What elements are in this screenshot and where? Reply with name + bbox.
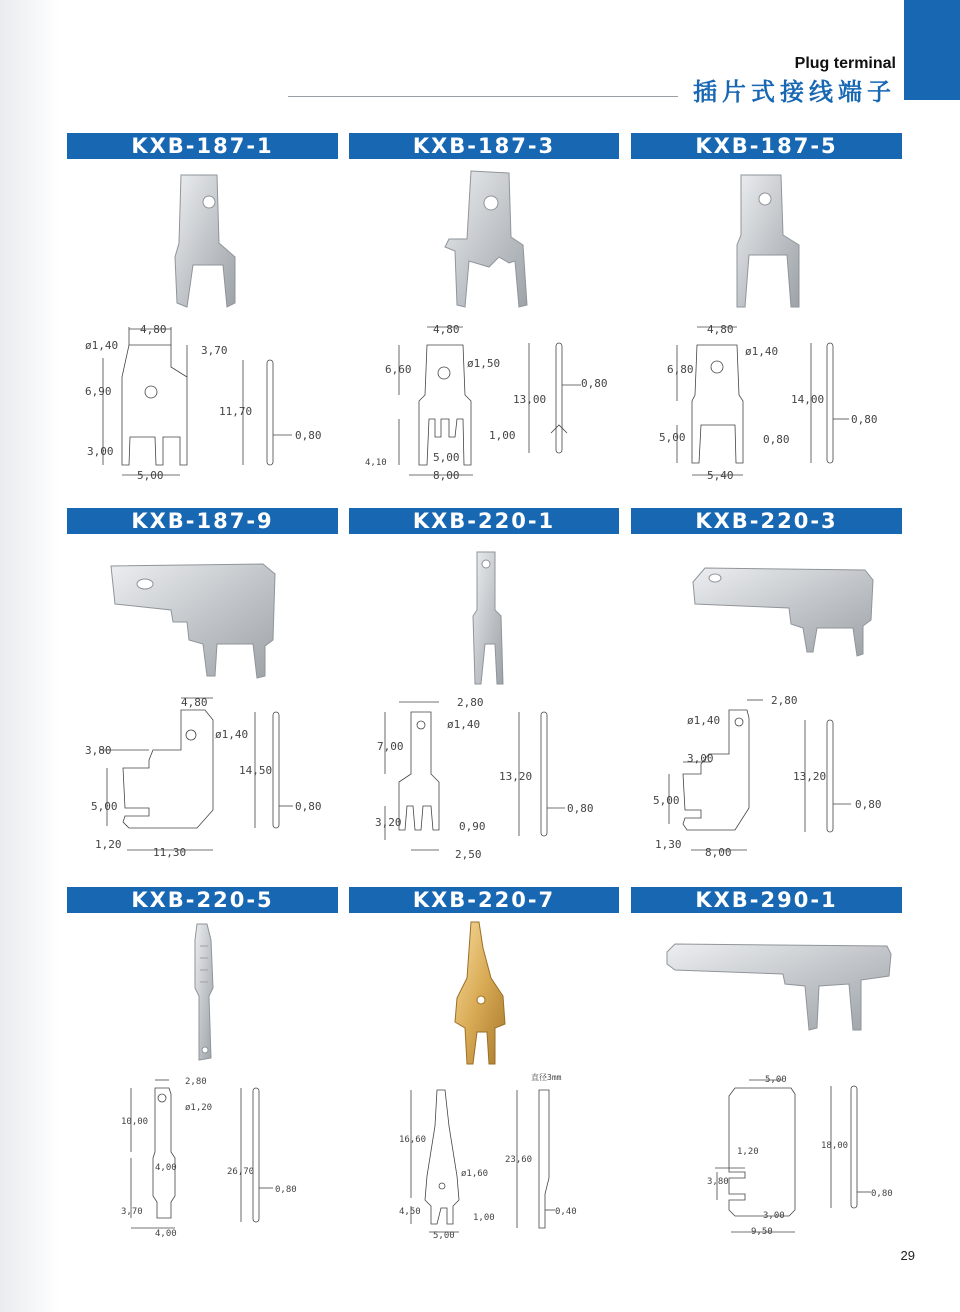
dim-label: 3,00 [763,1211,785,1221]
dim-label: 6,80 [667,363,694,376]
dim-label: ø1,40 [447,718,481,731]
dim-label: 7,00 [377,740,404,753]
dim-label: 2,50 [455,848,482,861]
dim-label: 3,00 [687,752,714,765]
dim-label: 26,70 [227,1167,255,1177]
header-title-cn: 插片式接线端子 [693,78,896,106]
dim-label: 3,20 [375,816,402,829]
dim-label: 14,50 [239,764,273,777]
dim-label: 23,60 [505,1155,533,1165]
dim-label: 0,80 [581,377,608,390]
dim-label: 1,00 [489,429,516,442]
dim-label: ø1,50 [467,357,501,370]
product-title-kxb-220-3: KXB-220-3 [631,508,902,534]
dim-label: 0,80 [763,433,790,446]
dim-label: ø1,40 [215,728,249,741]
dim-label: 5,40 [707,469,734,482]
dim-label: 4,80 [140,323,167,336]
dim-label: 13,20 [499,770,533,783]
dim-label: 8,00 [705,846,732,859]
dim-label: 0,80 [851,413,878,426]
product-photo-kxb-220-1 [349,540,619,690]
dim-label: 4,80 [181,696,208,709]
dim-label: 1,00 [473,1213,495,1223]
product-photo-kxb-187-1 [67,165,338,315]
product-photo-kxb-187-3 [349,165,619,315]
dimension-drawing-kxb-220-1 [349,690,619,865]
dim-label: 9,50 [751,1227,773,1237]
dim-label: 11,70 [219,405,253,418]
product-title-kxb-187-3: KXB-187-3 [349,133,619,159]
dim-label: 5,00 [653,794,680,807]
dim-label: 1,20 [737,1147,759,1157]
dim-label: 1,20 [95,838,122,851]
dim-label: 0,40 [555,1207,577,1217]
dim-label: 18,00 [821,1141,849,1151]
product-photo-kxb-220-5 [67,918,338,1068]
dim-label: 5,00 [433,451,460,464]
dim-label: 0,80 [871,1189,893,1199]
dim-label: 3,00 [87,445,114,458]
dim-label: 0,80 [275,1185,297,1195]
product-title-kxb-290-1: KXB-290-1 [631,887,902,913]
product-title-kxb-187-9: KXB-187-9 [67,508,338,534]
dim-label: 0,80 [567,802,594,815]
dim-label: 16,60 [399,1135,427,1145]
product-photo-kxb-290-1 [631,918,902,1068]
dim-label: 4,80 [707,323,734,336]
dim-label: ø1,40 [687,714,721,727]
dim-label: 5,00 [91,800,118,813]
dim-label: 3,80 [707,1177,729,1187]
dimension-drawing-kxb-220-3 [631,690,902,865]
page-number: 29 [900,1248,915,1263]
dim-label: 5,00 [137,469,164,482]
product-title-kxb-220-1: KXB-220-1 [349,508,619,534]
dim-label: 1,30 [655,838,682,851]
product-photo-kxb-187-9 [67,540,338,690]
dimension-drawing-kxb-290-1 [631,1068,902,1243]
product-photo-kxb-220-7 [349,918,619,1068]
dimension-drawing-kxb-187-1 [67,315,338,490]
product-photo-kxb-220-3 [631,540,902,690]
dim-label: 0,90 [459,820,486,833]
dimension-drawing-kxb-220-7 [349,1068,619,1243]
dimension-drawing-kxb-187-9 [67,690,338,865]
dim-label: 2,80 [771,694,798,707]
product-title-kxb-220-7: KXB-220-7 [349,887,619,913]
dim-label: 4,00 [155,1229,177,1239]
corner-accent-block [904,0,960,100]
dim-label: ø1,60 [461,1169,489,1179]
header-rule [288,96,678,97]
dim-label: 4,00 [155,1163,177,1173]
dim-label: 2,80 [185,1077,207,1087]
dimension-drawing-kxb-187-3 [349,315,619,490]
dim-label: 3,70 [201,344,228,357]
dim-label: 直径3mm [531,1073,562,1082]
dimension-drawing-kxb-187-5 [631,315,902,490]
dim-label: 0,80 [295,800,322,813]
dim-label: 5,00 [765,1075,787,1085]
product-title-kxb-187-1: KXB-187-1 [67,133,338,159]
dim-label: 0,80 [295,429,322,442]
dim-label: 3,70 [121,1207,143,1217]
dim-label: 0,80 [855,798,882,811]
dim-label: 5,00 [433,1231,455,1241]
product-photo-kxb-187-5 [631,165,902,315]
dim-label: 4,80 [433,323,460,336]
dim-label: 6,60 [385,363,412,376]
dim-label: ø1,40 [85,339,119,352]
dim-label: 10,00 [121,1117,149,1127]
dim-label: 3,80 [85,744,112,757]
dim-label: 2,80 [457,696,484,709]
product-title-kxb-187-5: KXB-187-5 [631,133,902,159]
dim-label: 4,10 [365,458,387,468]
product-title-kxb-220-5: KXB-220-5 [67,887,338,913]
dim-label: 5,00 [659,431,686,444]
dimension-drawing-kxb-220-5 [67,1068,338,1243]
dim-label: 11,30 [153,846,187,859]
dim-label: 4,50 [399,1207,421,1217]
dim-label: 13,20 [793,770,827,783]
header-title-en: Plug terminal [794,55,896,72]
dim-label: 14,00 [791,393,825,406]
dim-label: 13,00 [513,393,547,406]
dim-label: ø1,20 [185,1103,213,1113]
dim-label: 6,90 [85,385,112,398]
dim-label: ø1,40 [745,345,779,358]
dim-label: 8,00 [433,469,460,482]
